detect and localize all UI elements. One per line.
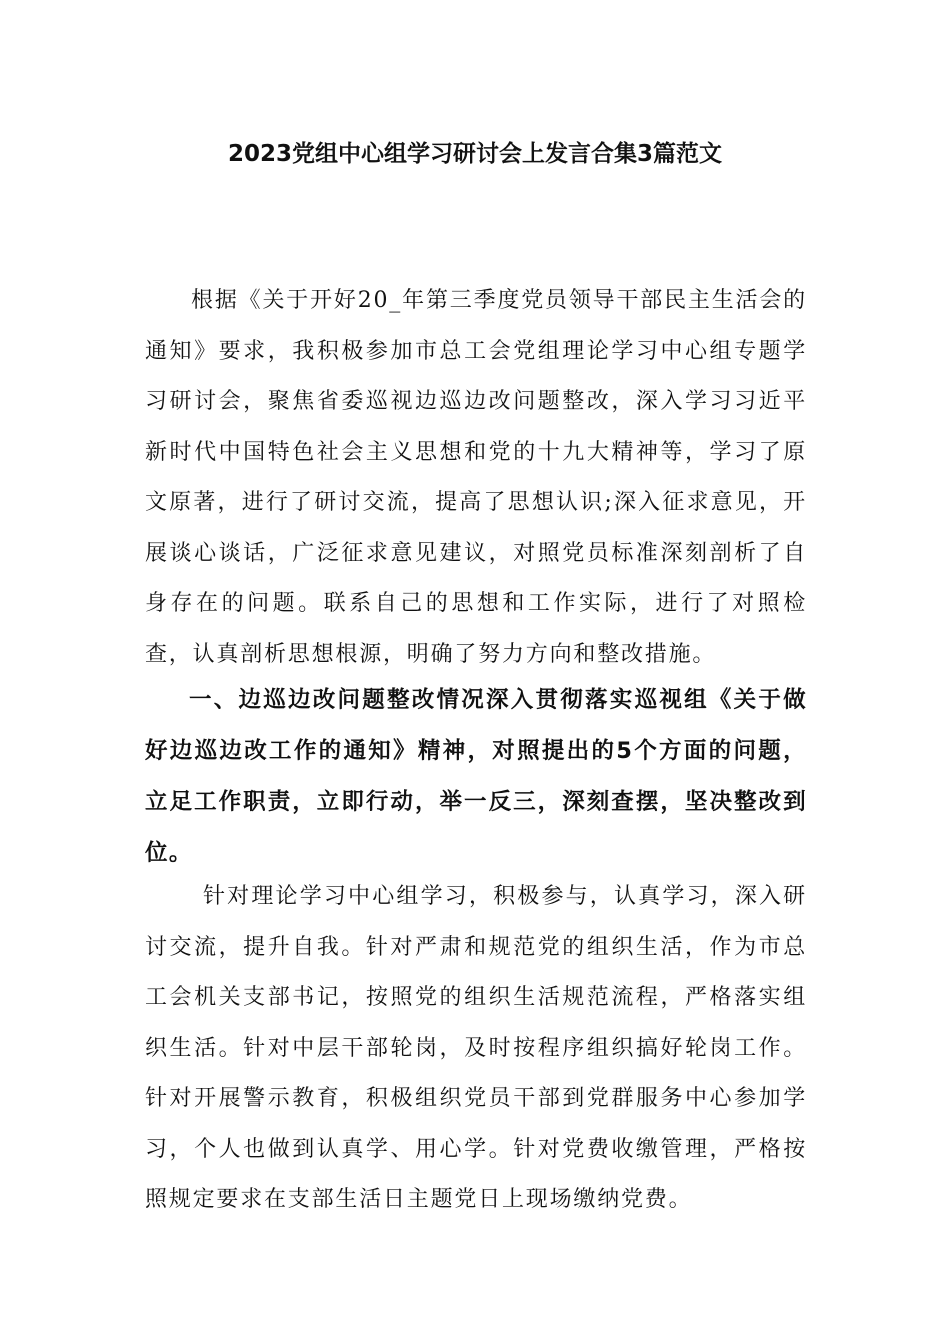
- section-heading-paragraph: 一、边巡边改问题整改情况深入贯彻落实巡视组《关于做好边巡边改工作的通知》精神，对照提出的5个方面的问题，立足工作职责，立即行动，举一反三，深刻查摆，坚决整改到位。: [145, 687, 807, 866]
- rectification-paragraph: 针对理论学习中心组学习，积极参与，认真学习，深入研讨交流，提升自我。针对严肃和规范党的组织生活，作为市总工会机关支部书记，按照党的组织生活规范流程，严格落实组织生活。针对中层干部轮岗，及时按程序组织搞好轮岗工作。针对开展警示教育，积极组织党员干部到党群服务中心参加学习，个人也做到认真学、用心学。针对党费收缴管理，严格按照规定要求在支部生活日主题党日上现场缴纳党费。: [145, 884, 807, 1212]
- document-title: 2023党组中心组学习研讨会上发言合集3篇范文: [227, 141, 723, 167]
- intro-paragraph: 根据《关于开好20_年第三季度党员领导干部民主生活会的通知》要求，我积极参加市总工会党组理论学习中心组专题学习研讨会，聚焦省委巡视边巡边改问题整改，深入学习习近平新时代中国特色社会主义思想和党的十九大精神等，学习了原文原著，进行了研讨交流，提高了思想认识;深入征求意见，开展谈心谈话，广泛征求意见建议，对照党员标准深刻剖析了自身存在的问题。联系自己的思想和工作实际，进行了对照检查，认真剖析思想根源，明确了努力方向和整改措施。: [145, 288, 807, 667]
